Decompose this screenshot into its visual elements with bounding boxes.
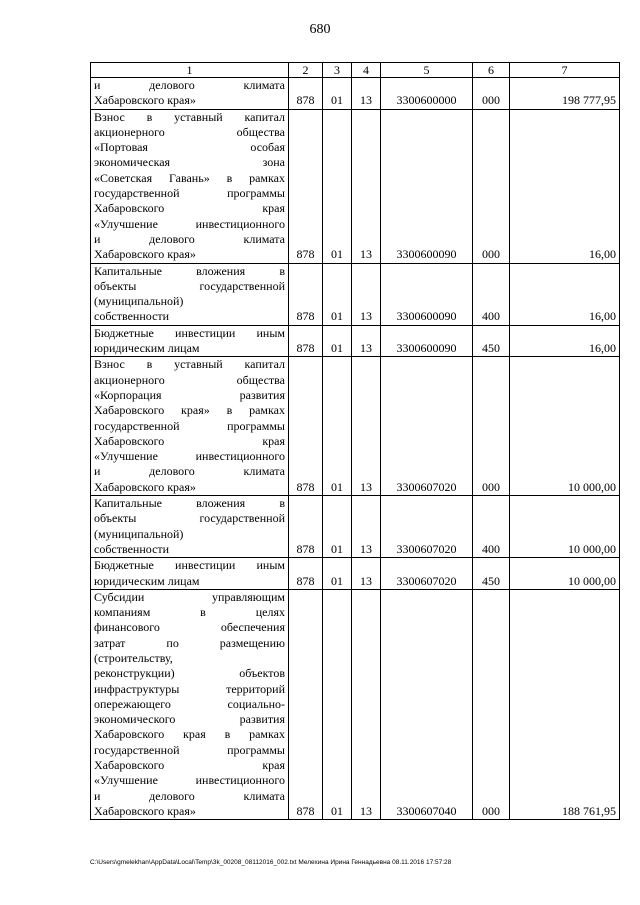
target-article-cell: 3300600090 [381,263,473,325]
row-description [91,263,289,325]
description-line: «Улучшение инвестиционного [94,216,285,231]
column-header: 1 [91,63,289,78]
amount-cell: 188 761,95 [510,589,620,819]
description-line: Капитальные вложения в [94,263,285,278]
row-description [91,496,289,558]
description-line: Взнос в уставный капитал [94,109,285,124]
table-row [91,325,620,357]
section-cell: 01 [323,263,352,325]
table-header-row [91,63,620,78]
target-article-cell: 3300607020 [381,357,473,496]
description-line: и делового климата [94,78,285,92]
description-line: Взнос в уставный капитал [94,357,285,372]
description-line: акционерного общества [94,124,285,139]
subsection-cell: 13 [352,558,381,590]
description-line: (муниципальной) [94,294,184,309]
subsection-cell: 13 [352,263,381,325]
target-article-cell: 3300600090 [381,109,473,263]
description-line: опережающего социально- [94,696,285,711]
admin-code-cell: 878 [289,496,323,558]
admin-code-cell: 878 [289,357,323,496]
expense-type-cell: 450 [473,325,510,357]
row-description [91,589,289,819]
column-header: 3 [323,63,352,78]
description-line: собственности [94,541,170,556]
expense-type-cell: 400 [473,496,510,558]
column-header: 6 [473,63,510,78]
description-line: «Улучшение инвестиционного [94,773,285,788]
expense-type-cell: 000 [473,109,510,263]
file-path-footer: C:\Users\gmelekhan\AppData\Local\Temp\3k_00208_08112016_002.txt Мелехина Ирина Геннадьевна 08.11.2016 17:57:28 [90,859,452,866]
description-line: юридическим лицам [94,341,200,356]
description-line: Хабаровского края» [94,247,196,262]
description-line: Хабаровского края» [94,479,196,494]
subsection-cell: 13 [352,589,381,819]
amount-cell: 10 000,00 [510,496,620,558]
description-line: Бюджетные инвестиции иным [94,558,285,573]
subsection-cell: 13 [352,496,381,558]
description-line: «Улучшение инвестиционного [94,449,285,464]
row-description [91,325,289,357]
amount-cell: 16,00 [510,325,620,357]
description-line: Бюджетные инвестиции иным [94,325,285,340]
description-line: «Портовая особая [94,140,285,155]
subsection-cell: 13 [352,109,381,263]
target-article-cell: 3300607020 [381,496,473,558]
description-line: и делового климата [94,788,285,803]
expense-type-cell: 400 [473,263,510,325]
target-article-cell: 3300607040 [381,589,473,819]
target-article-cell: 3300607020 [381,558,473,590]
description-line: «Советская Гавань» в рамках [94,170,285,185]
column-header: 5 [381,63,473,78]
expense-type-cell: 000 [473,78,510,110]
budget-table [90,62,620,820]
description-line: Хабаровского края [94,433,285,448]
description-line: Хабаровского края [94,201,285,216]
description-line: юридическим лицам [94,573,200,588]
expense-type-cell: 000 [473,589,510,819]
description-line: инфраструктуры территорий [94,681,285,696]
table-body [91,78,620,820]
description-line: государственной программы [94,186,285,201]
amount-cell: 16,00 [510,109,620,263]
table-row [91,78,620,110]
column-header: 7 [510,63,620,78]
expense-type-cell: 450 [473,558,510,590]
target-article-cell: 3300600090 [381,325,473,357]
description-line: затрат по размещению [94,635,285,650]
section-cell: 01 [323,357,352,496]
description-line: Хабаровского края [94,758,285,773]
description-line: акционерного общества [94,372,285,387]
description-line: объекты государственной [94,511,285,526]
description-line: (муниципальной) [94,526,184,541]
row-description [91,109,289,263]
table-row [91,589,620,819]
description-line: реконструкции) объектов [94,666,285,681]
row-description [91,558,289,590]
table-row [91,558,620,590]
table-row [91,109,620,263]
description-line: экономическая зона [94,155,285,170]
amount-cell: 10 000,00 [510,558,620,590]
section-cell: 01 [323,78,352,110]
table-row [91,496,620,558]
description-line: собственности [94,309,170,324]
row-description [91,78,289,110]
description-line: Хабаровского края» [94,93,196,108]
description-line: финансового обеспечения [94,620,285,635]
description-line: и делового климата [94,231,285,246]
subsection-cell: 13 [352,78,381,110]
table-row [91,357,620,496]
description-line: государственной программы [94,418,285,433]
row-description [91,357,289,496]
page-number: 680 [309,22,331,37]
description-line: Хабаровского края в рамках [94,727,285,742]
amount-cell: 198 777,95 [510,78,620,110]
column-header: 4 [352,63,381,78]
section-cell: 01 [323,589,352,819]
description-line: Субсидии управляющим [94,589,285,604]
target-article-cell: 3300600000 [381,78,473,110]
admin-code-cell: 878 [289,589,323,819]
section-cell: 01 [323,325,352,357]
subsection-cell: 13 [352,357,381,496]
admin-code-cell: 878 [289,325,323,357]
description-line: объекты государственной [94,278,285,293]
subsection-cell: 13 [352,325,381,357]
description-line: Хабаровского края» [94,803,196,818]
expense-type-cell: 000 [473,357,510,496]
admin-code-cell: 878 [289,109,323,263]
section-cell: 01 [323,496,352,558]
description-line: Капитальные вложения в [94,496,285,511]
description-line: компаниям в целях [94,605,285,620]
description-line: экономического развития [94,712,285,727]
section-cell: 01 [323,558,352,590]
description-line: Хабаровского края» в рамках [94,403,285,418]
admin-code-cell: 878 [289,558,323,590]
amount-cell: 10 000,00 [510,357,620,496]
column-header: 2 [289,63,323,78]
description-line: государственной программы [94,742,285,757]
table-row [91,263,620,325]
description-line: «Корпорация развития [94,387,285,402]
section-cell: 01 [323,109,352,263]
amount-cell: 16,00 [510,263,620,325]
admin-code-cell: 878 [289,263,323,325]
description-line: (строительству, [94,650,173,665]
description-line: и делового климата [94,464,285,479]
admin-code-cell: 878 [289,78,323,110]
